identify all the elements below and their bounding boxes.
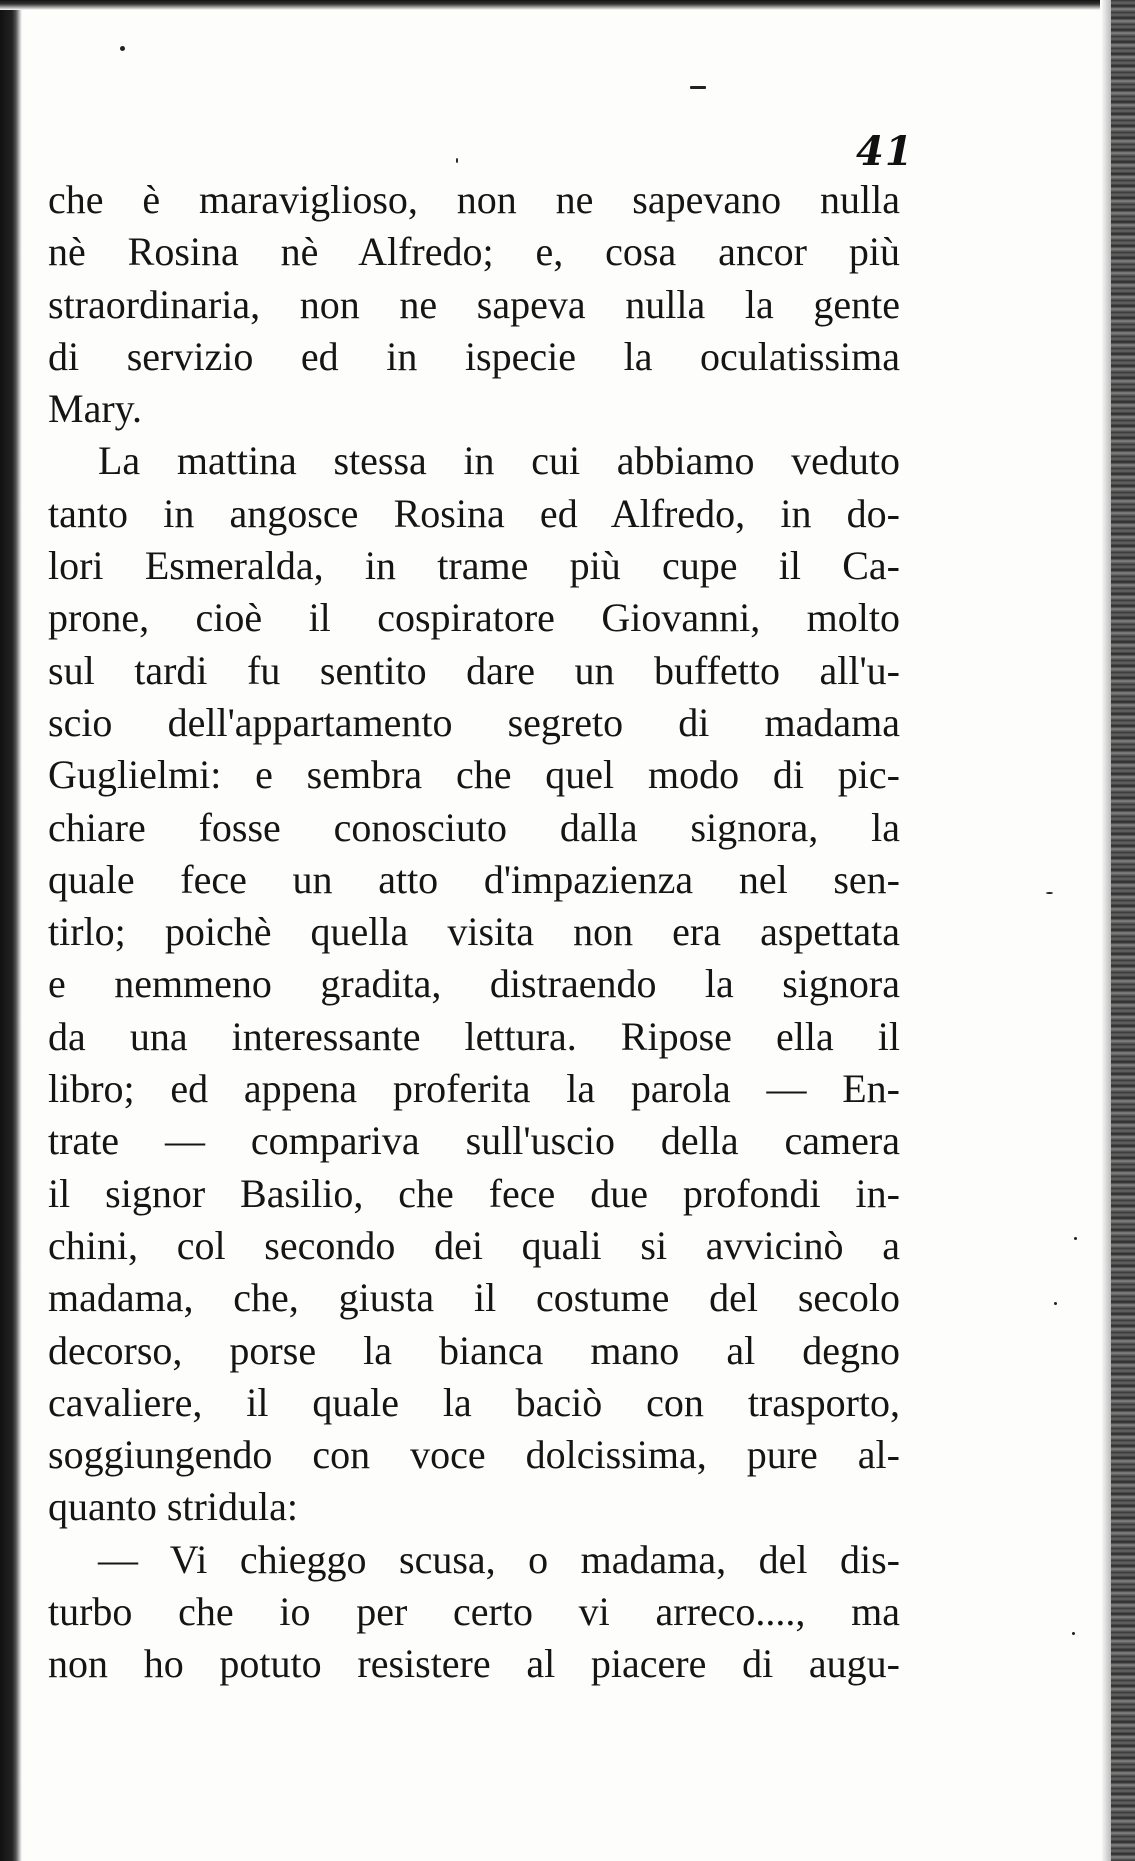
scan-speck <box>1054 1302 1057 1305</box>
page-number: 41 <box>856 128 914 175</box>
scan-speck <box>120 46 125 51</box>
text-line: Mary. <box>48 386 143 432</box>
scan-speck <box>456 158 458 163</box>
text-line: trate — compariva sull'uscio della camera <box>48 1118 900 1164</box>
text-line: chini, col secondo dei quali si avvicinò a <box>48 1222 900 1268</box>
text-line: chiare fosse conosciuto dalla signora, la <box>48 804 900 850</box>
text-line: Guglielmi: e sembra che quel modo di pic- <box>48 752 900 798</box>
scan-speck <box>1072 1632 1075 1635</box>
text-line: da una interessante lettura. Ripose ella il <box>48 1013 900 1059</box>
text-line: il signor Basilio, che fece due profondi in- <box>48 1170 900 1216</box>
text-line: prone, cioè il cospiratore Giovanni, molto <box>48 595 900 641</box>
text-line: La mattina stessa in cui abbiamo veduto <box>98 438 900 484</box>
text-line: turbo che io per certo vi arreco...., ma <box>48 1589 900 1635</box>
page-left-edge <box>0 10 22 1861</box>
body-text <box>48 174 900 1691</box>
text-line: soggiungendo con voce dolcissima, pure al- <box>48 1432 900 1478</box>
text-line: che è maraviglioso, non ne sapevano nulla <box>48 177 900 222</box>
page-right-edge <box>1111 0 1135 1861</box>
text-line: tirlo; poichè quella visita non era aspettata <box>48 909 900 955</box>
scan-speck <box>690 86 706 89</box>
text-line: nè Rosina nè Alfredo; e, cosa ancor più <box>48 229 900 275</box>
text-line: libro; ed appena proferita la parola — En- <box>48 1066 900 1112</box>
text-line: non ho potuto resistere al piacere di augu- <box>48 1641 900 1687</box>
text-line: di servizio ed in ispecie la oculatissima <box>48 333 900 379</box>
scan-speck <box>1074 1237 1077 1240</box>
text-line: cavaliere, il quale la baciò con trasporto, <box>48 1379 900 1425</box>
page-right-shadow <box>1101 0 1111 1861</box>
text-line: quanto stridula: <box>48 1484 298 1530</box>
text-line: sul tardi fu sentito dare un buffetto all'u- <box>48 647 900 693</box>
text-line: scio dell'appartamento segreto di madama <box>48 699 900 745</box>
text-line: — Vi chieggo scusa, o madama, del dis- <box>98 1536 900 1582</box>
text-line: quale fece un atto d'impazienza nel sen- <box>48 856 900 902</box>
text-line: madama, che, giusta il costume del secolo <box>48 1275 900 1321</box>
text-line: decorso, porse la bianca mano al degno <box>48 1327 900 1373</box>
scan-speck <box>1046 892 1053 894</box>
page-top-edge <box>0 0 1100 10</box>
text-line: e nemmeno gradita, distraendo la signora <box>48 961 900 1007</box>
text-line: lori Esmeralda, in trame più cupe il Ca- <box>48 543 900 589</box>
text-line: straordinaria, non ne sapeva nulla la gente <box>48 281 900 327</box>
text-line: tanto in angosce Rosina ed Alfredo, in do- <box>48 490 900 536</box>
